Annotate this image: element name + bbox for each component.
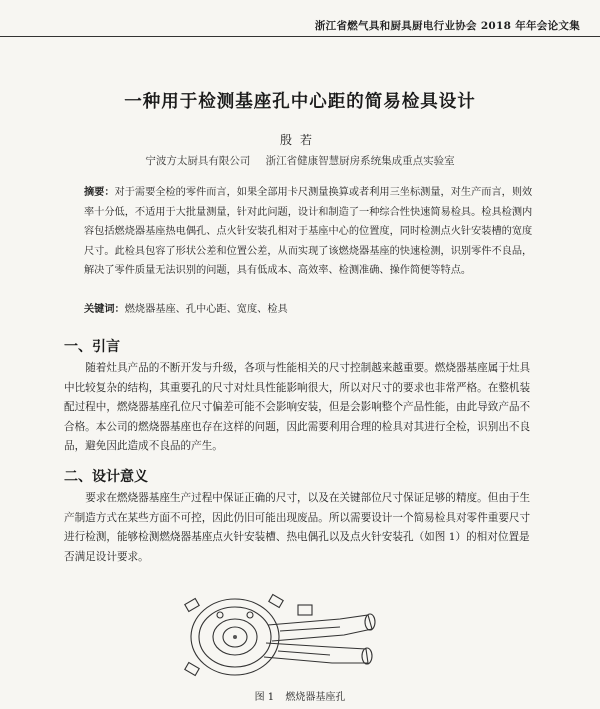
keywords: [84, 300, 534, 315]
section-heading-intro: 一、引言: [64, 339, 120, 355]
figure-caption-text: 燃烧器基座孔: [285, 692, 346, 703]
section-heading-design: 二、设计意义: [64, 469, 148, 485]
affiliation-1: 宁波方太厨具有限公司: [145, 155, 251, 167]
author-name: 殷若: [279, 133, 320, 147]
figure-caption: [0, 688, 600, 703]
affiliation-2: 浙江省健康智慧厨房系统集成重点实验室: [265, 155, 455, 167]
abstract-label: 摘要：: [84, 186, 115, 198]
header-text: 浙江省燃气具和厨具厨电行业协会 2018 年年会论文集: [314, 20, 580, 32]
paper-title: 一种用于检测基座孔中心距的简易检具设计: [124, 92, 476, 112]
section-body-intro: 随着灶具产品的不断开发与升级，各项与性能相关的尺寸控制越来越重要。燃烧器基座属于灶具中比较复杂的结构，其重要孔的尺寸对灶具性能影响很大，所以对尺寸的要求也非常严格。在整机装配过程中，燃烧器基座孔位尺寸偏差可能不会影响安装，但是会影响整个产品性能，由此导致产品不合格。本公司的燃烧器基座也存在这样的问题，因此需要利用合理的检具对其进行全检，识别出不良品，避免因此造成不良品的产生。: [64, 362, 531, 452]
keywords-text: 燃烧器基座、孔中心距、宽度、检具: [124, 304, 288, 315]
figure-number: 图 1: [254, 692, 275, 703]
abstract: [84, 183, 534, 281]
burner-base-drawing: [180, 585, 390, 683]
abstract-text: 对于需要全检的零件而言，如果全部用卡尺测量换算或者利用三坐标测量，对生产而言，则效率十分低，不适用于大批量测量，针对此问题，设计和制造了一种综合性快速简易检具。检具检测内容包括燃烧器基座热电偶孔、点火针安装孔相对于基座中心的位置度，同时检测点火针安装槽的宽度尺寸。此检具包容了形状公差和位置公差，从而实现了该燃烧器基座的快速检测，识别零件不良品，解决了零件质量无法识别的问题，具有低成本、高效率、检测准确、操作简便等特点。: [84, 187, 533, 276]
affiliations: [0, 153, 600, 168]
keywords-label: 关键词：: [84, 303, 125, 315]
running-header: [0, 0, 600, 37]
figure-burner-base: [180, 585, 390, 683]
section-body-design: 要求在燃烧器基座生产过程中保证正确的尺寸，以及在关键部位尺寸保证足够的精度。但由于生产制造方式在某些方面不可控，因此仍旧可能出现废品。所以需要设计一个简易检具对零件重要尺寸进行检测，能够检测燃烧器基座点火针安装槽、热电偶孔以及点火针安装孔（如图 1）的相对位置是否满足设计要求。: [64, 492, 531, 563]
